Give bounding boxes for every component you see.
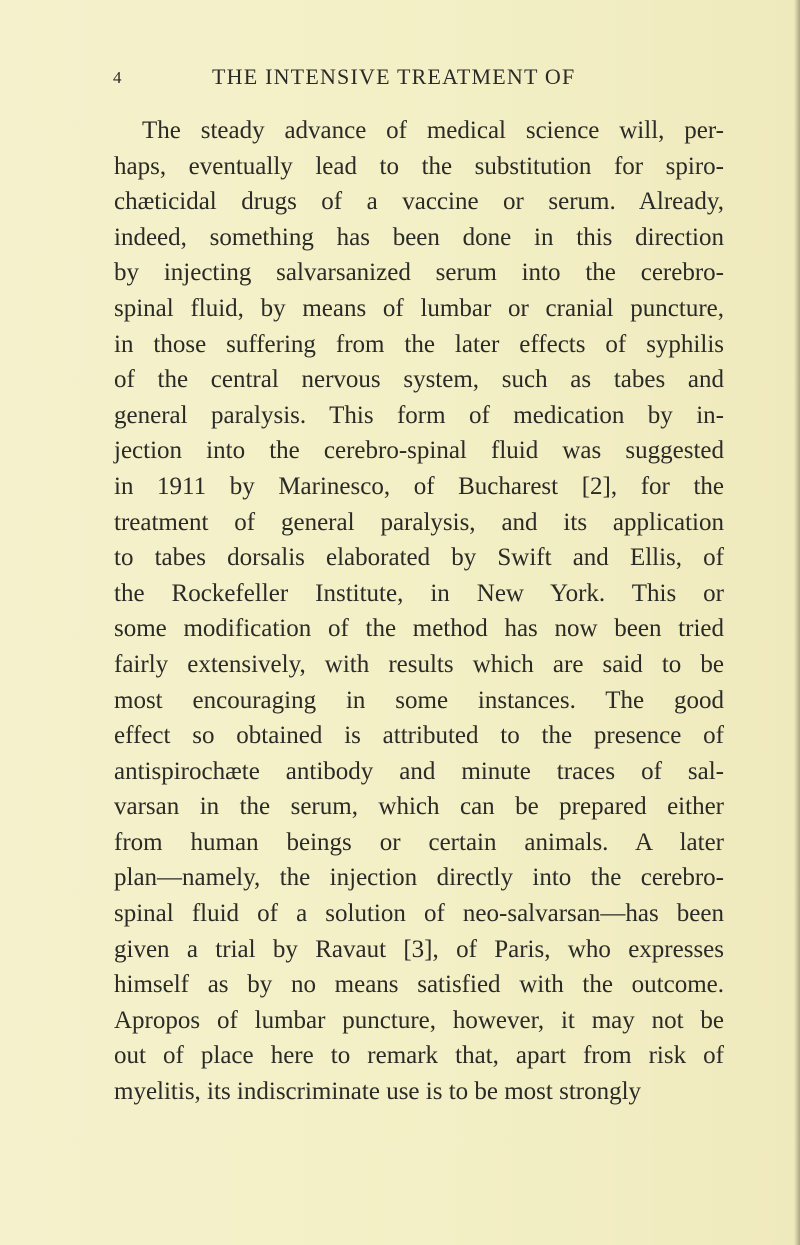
running-head: THE INTENSIVE TREATMENT OF [212, 64, 576, 89]
text-line: himself as by no means satisfied with the outcome. [114, 971, 724, 999]
page-edge-shadow [794, 0, 800, 1245]
text-line: spinal fluid of a solution of neo-salvarsan—has been [114, 900, 724, 928]
text-line: general paralysis. This form of medication by in- [114, 401, 724, 429]
text-line: given a trial by Ravaut [3], of Paris, who expresses [114, 935, 724, 963]
text-line: to tabes dorsalis elaborated by Swift and Ellis, of [114, 544, 724, 572]
text-line: the Rockefeller Institute, in New York. This or [114, 579, 724, 607]
text-line: by injecting salvarsanized serum into the cerebro- [114, 259, 724, 287]
text-line: jection into the cerebro-spinal fluid was suggested [114, 437, 724, 465]
text-line: out of place here to remark that, apart from risk of [114, 1042, 724, 1070]
text-line: plan—namely, the injection directly into the cerebro- [114, 864, 724, 892]
text-line: treatment of general paralysis, and its application [114, 508, 724, 536]
text-line: The steady advance of medical science will, per- [142, 117, 724, 144]
text-line: Apropos of lumbar puncture, however, it may not be [114, 1006, 724, 1034]
text-line: chæticidal drugs of a vaccine or serum. Already, [114, 188, 724, 216]
text-line: haps, eventually lead to the substitution for spiro- [114, 152, 724, 180]
text-line: some modification of the method has now been tried [114, 615, 724, 643]
text-line: in those suffering from the later effects of syphilis [114, 330, 724, 358]
text-line: in 1911 by Marinesco, of Bucharest [2], for the [114, 472, 724, 500]
text-line: myelitis, its indiscriminate use is to be most strongly [114, 1078, 642, 1106]
page-number: 4 [113, 68, 122, 87]
text-line: indeed, something has been done in this direction [114, 223, 724, 251]
text-line: antispirochæte antibody and minute traces of sal- [114, 757, 724, 785]
text-line: fairly extensively, with results which are said to be [114, 650, 724, 678]
body-paragraph [114, 113, 724, 1110]
text-line: spinal fluid, by means of lumbar or cranial puncture, [114, 294, 724, 322]
text-line: varsan in the serum, which can be prepared either [114, 793, 724, 821]
text-line: most encouraging in some instances. The good [114, 686, 724, 714]
text-line: effect so obtained is attributed to the presence of [114, 722, 724, 750]
text-line: of the central nervous system, such as tabes and [114, 366, 724, 394]
text-line: from human beings or certain animals. A later [114, 828, 724, 856]
